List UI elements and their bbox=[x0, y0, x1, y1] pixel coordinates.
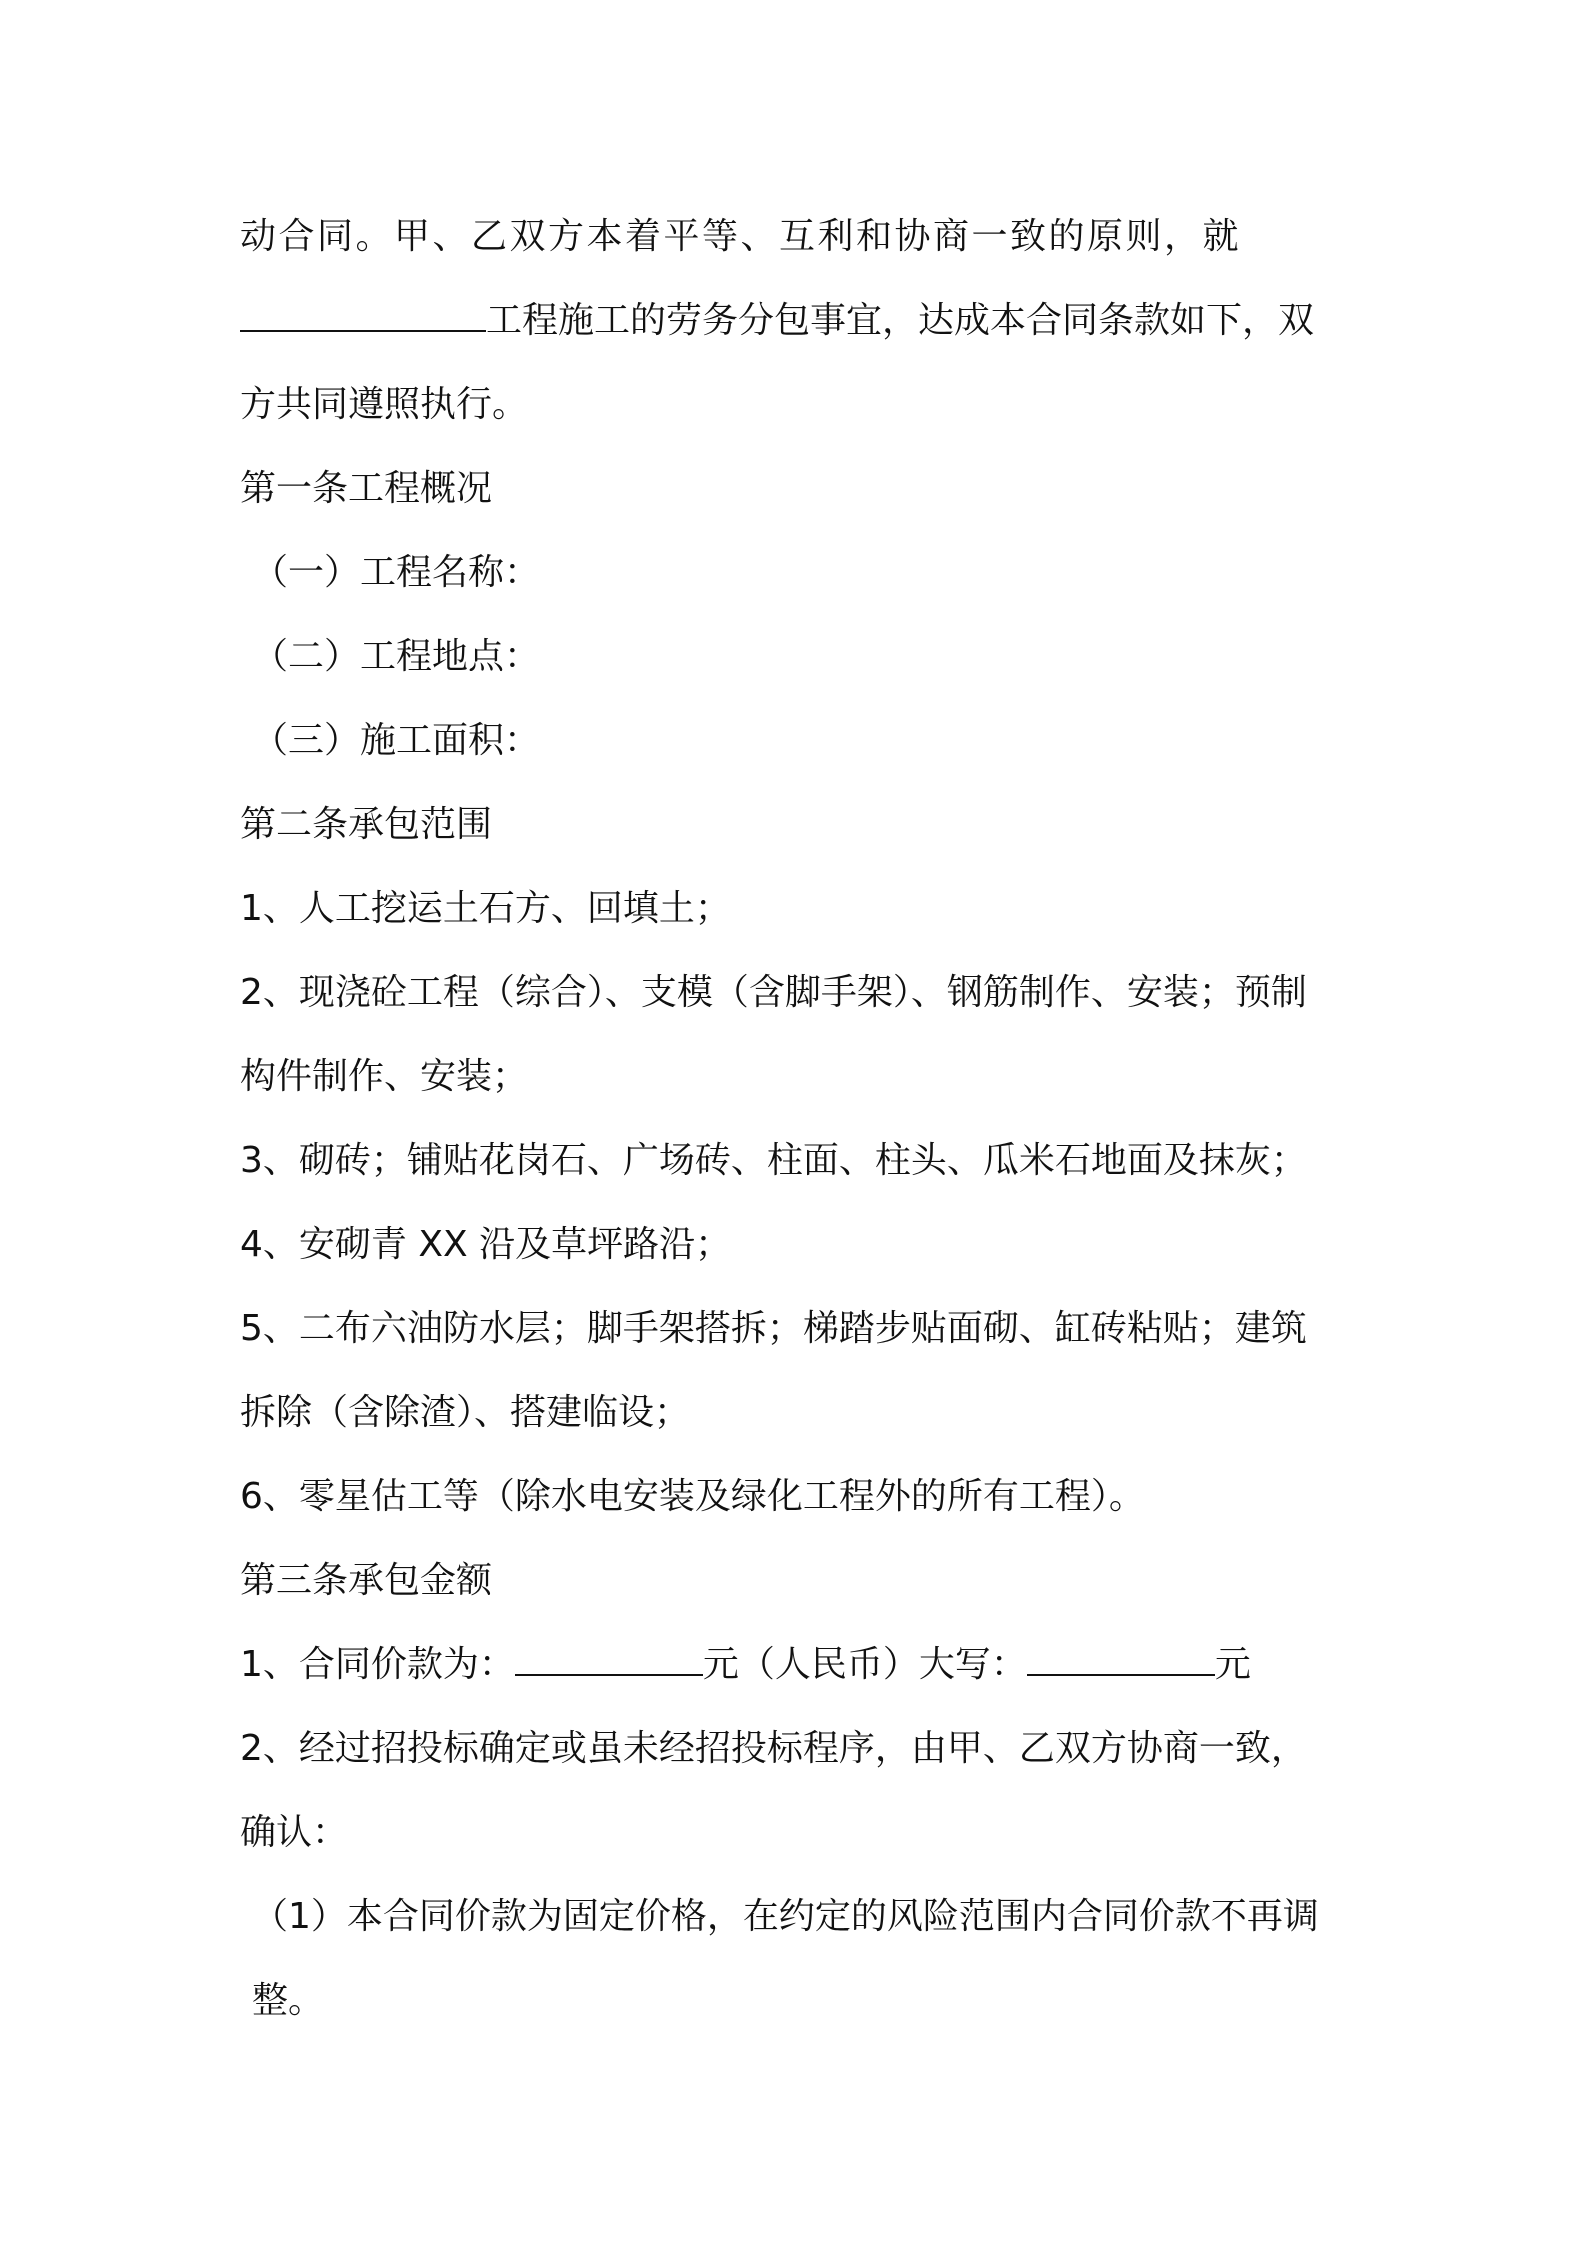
article-3-title: 第三条承包金额 bbox=[240, 1560, 493, 1601]
intro-line-1: 动合同。甲、乙双方本着平等、互利和协商一致的原则，就 bbox=[240, 216, 1242, 257]
price-words-blank bbox=[1027, 1644, 1215, 1676]
article-2-item-5-line-1: 5、二布六油防水层；脚手架搭拆；梯踏步贴面砌、缸砖粘贴；建筑 bbox=[240, 1308, 1307, 1349]
intro-line-2 bbox=[240, 279, 1360, 363]
article-2-item-1: 1、人工挖运土石方、回填土； bbox=[240, 888, 731, 929]
article-1-item-3: （三）施工面积： bbox=[252, 720, 541, 761]
article-2-item-2-line-2: 构件制作、安装； bbox=[240, 1056, 529, 1097]
price-unit-label: 元 bbox=[1214, 1644, 1251, 1685]
article-3-sub-1-line-1: （1）本合同价款为固定价格，在约定的风险范围内合同价款不再调 bbox=[252, 1896, 1319, 1937]
article-2-title: 第二条承包范围 bbox=[240, 804, 493, 845]
price-amount-blank bbox=[515, 1644, 703, 1676]
article-3-item-1 bbox=[240, 1623, 1360, 1707]
contract-price-label: 1、合同价款为： bbox=[240, 1644, 515, 1685]
article-1-title: 第一条工程概况 bbox=[240, 468, 493, 509]
article-3-item-2-line-2: 确认： bbox=[240, 1812, 349, 1853]
article-1-item-2: （二）工程地点： bbox=[252, 636, 541, 677]
intro-line-2-text: 工程施工的劳务分包事宜，达成本合同条款如下，双 bbox=[486, 300, 1315, 341]
article-2-item-4: 4、安砌青 XX 沿及草坪路沿； bbox=[240, 1224, 732, 1265]
project-name-blank bbox=[240, 300, 486, 332]
price-currency-label: 元（人民币）大写： bbox=[702, 1644, 1027, 1685]
article-2-item-5-line-2: 拆除（含除渣）、搭建临设； bbox=[240, 1392, 691, 1433]
article-2-item-6: 6、零星估工等（除水电安装及绿化工程外的所有工程）。 bbox=[240, 1476, 1145, 1517]
article-2-item-3: 3、砌砖；铺贴花岗石、广场砖、柱面、柱头、瓜米石地面及抹灰； bbox=[240, 1140, 1307, 1181]
article-1-item-1: （一）工程名称： bbox=[252, 552, 541, 593]
contract-text bbox=[240, 195, 1360, 2043]
article-2-item-2-line-1: 2、现浇砼工程（综合）、支模（含脚手架）、钢筋制作、安装；预制 bbox=[240, 972, 1307, 1013]
article-3-item-2-line-1: 2、经过招投标确定或虽未经招投标程序，由甲、乙双方协商一致， bbox=[240, 1728, 1307, 1769]
article-3-sub-1-line-2: 整。 bbox=[252, 1980, 325, 2021]
intro-line-3: 方共同遵照执行。 bbox=[240, 384, 529, 425]
